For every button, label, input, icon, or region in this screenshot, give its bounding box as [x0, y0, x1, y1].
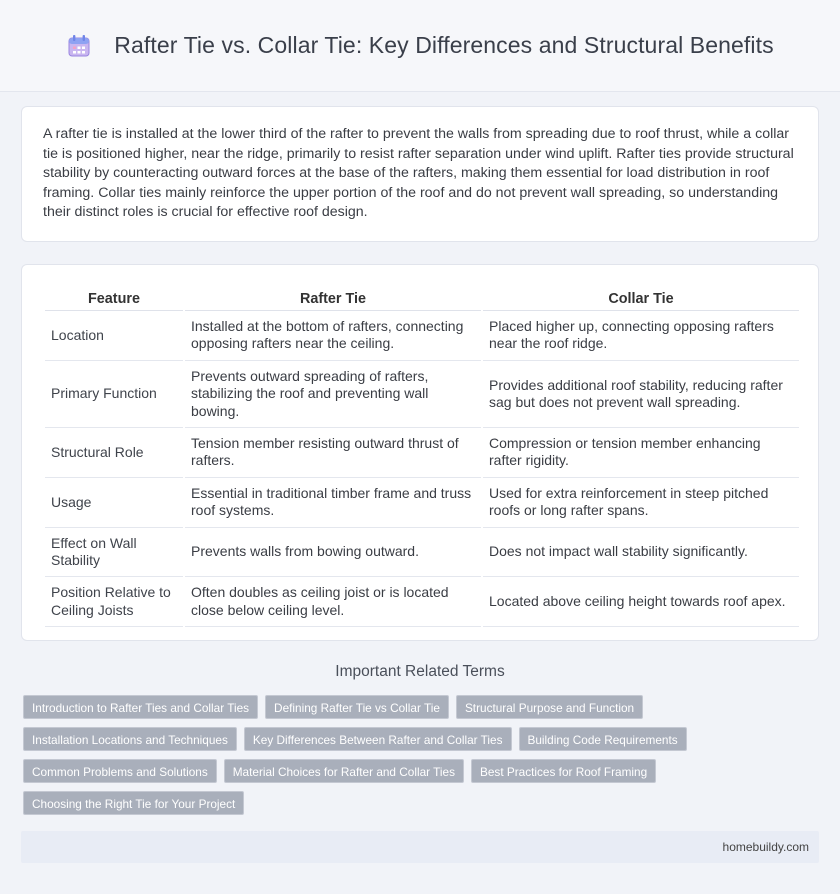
collar-tie-cell: Does not impact wall stability significantly. — [483, 528, 799, 578]
feature-cell: Usage — [45, 478, 183, 528]
related-term-tag[interactable]: Defining Rafter Tie vs Collar Tie — [265, 695, 449, 719]
table-row — [45, 478, 799, 528]
feature-cell: Location — [45, 311, 183, 361]
calendar-icon — [66, 33, 92, 59]
related-term-tag[interactable]: Common Problems and Solutions — [23, 759, 217, 783]
page-title: Rafter Tie vs. Collar Tie: Key Differences and Structural Benefits — [114, 32, 774, 58]
intro-card — [21, 106, 819, 242]
related-terms-title: Important Related Terms — [335, 663, 505, 680]
tag-row — [23, 759, 823, 783]
rafter-tie-cell: Prevents walls from bowing outward. — [185, 528, 481, 578]
table-row — [45, 361, 799, 428]
header-feature: Feature — [45, 285, 183, 311]
tag-row — [23, 791, 823, 815]
feature-cell: Effect on Wall Stability — [45, 528, 183, 578]
rafter-tie-cell: Essential in traditional timber frame and truss roof systems. — [185, 478, 481, 528]
table-row — [45, 311, 799, 361]
tag-row — [23, 695, 823, 719]
rafter-tie-cell: Often doubles as ceiling joist or is located close below ceiling level. — [185, 577, 481, 627]
feature-cell: Position Relative to Ceiling Joists — [45, 577, 183, 627]
comparison-table-card — [21, 264, 819, 641]
table-row — [45, 428, 799, 478]
table-row — [45, 528, 799, 578]
related-term-tag[interactable]: Key Differences Between Rafter and Collar Ties — [244, 727, 512, 751]
collar-tie-cell: Placed higher up, connecting opposing rafters near the roof ridge. — [483, 311, 799, 361]
page-header — [0, 0, 840, 92]
rafter-tie-cell: Prevents outward spreading of rafters, stabilizing the roof and preventing wall bowing. — [185, 361, 481, 428]
related-term-tag[interactable]: Introduction to Rafter Ties and Collar Ties — [23, 695, 258, 719]
related-term-tag[interactable]: Best Practices for Roof Framing — [471, 759, 656, 783]
intro-paragraph: A rafter tie is installed at the lower third of the rafter to prevent the walls from spreading due to roof thrust, while a collar tie is positioned higher, near the ridge, primarily to resist rafter separation under wind uplift. Rafter ties provide structural stability by counteracting outward forces at the base of the rafters, making them essential for load distribution in roof framing. Collar ties mainly reinforce the upper portion of the roof and do not prevent wall spreading, so understanding their distinct roles is crucial for effective roof design. — [43, 126, 794, 221]
feature-cell: Structural Role — [45, 428, 183, 478]
related-term-tag[interactable]: Material Choices for Rafter and Collar Ties — [224, 759, 464, 783]
footer — [21, 831, 819, 863]
related-term-tag[interactable]: Structural Purpose and Function — [456, 695, 643, 719]
comparison-table — [43, 285, 801, 627]
rafter-tie-cell: Installed at the bottom of rafters, connecting opposing rafters near the ceiling. — [185, 311, 481, 361]
table-row — [45, 577, 799, 627]
footer-site-name: homebuildy.com — [722, 840, 809, 854]
header-rafter-tie: Rafter Tie — [185, 285, 481, 311]
related-term-tag[interactable]: Building Code Requirements — [519, 727, 687, 751]
related-term-tag[interactable]: Choosing the Right Tie for Your Project — [23, 791, 244, 815]
collar-tie-cell: Used for extra reinforcement in steep pitched roofs or long rafter spans. — [483, 478, 799, 528]
feature-cell: Primary Function — [45, 361, 183, 428]
related-term-tag[interactable]: Installation Locations and Techniques — [23, 727, 237, 751]
table-header-row — [45, 285, 799, 311]
header-collar-tie: Collar Tie — [483, 285, 799, 311]
rafter-tie-cell: Tension member resisting outward thrust of rafters. — [185, 428, 481, 478]
tag-row — [23, 727, 823, 751]
collar-tie-cell: Compression or tension member enhancing rafter rigidity. — [483, 428, 799, 478]
collar-tie-cell: Located above ceiling height towards roof apex. — [483, 577, 799, 627]
collar-tie-cell: Provides additional roof stability, reducing rafter sag but does not prevent wall spreading. — [483, 361, 799, 428]
related-terms-list — [23, 695, 823, 823]
